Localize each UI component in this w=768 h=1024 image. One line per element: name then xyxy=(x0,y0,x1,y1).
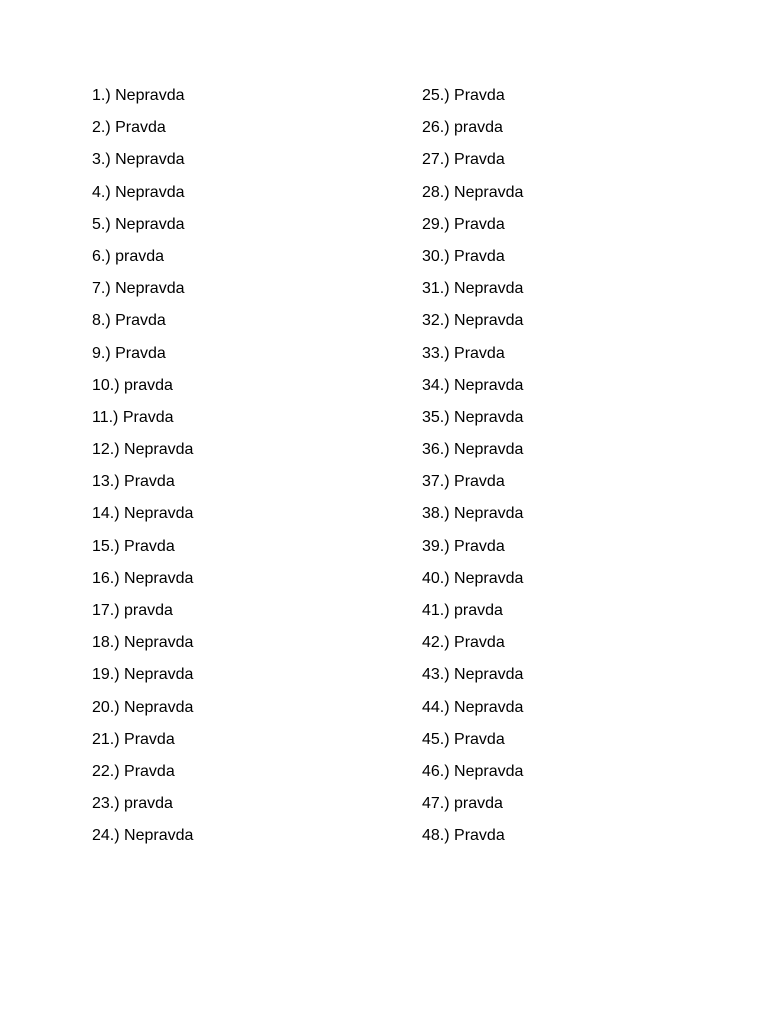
answer-item: 23.) pravda xyxy=(92,795,173,813)
answer-item: 1.) Nepravda xyxy=(92,87,185,104)
answer-item: 19.) Nepravda xyxy=(92,666,194,684)
answer-item: 38.) Nepravda xyxy=(422,505,524,523)
answer-item: 20.) Nepravda xyxy=(92,698,194,716)
answer-item: 9.) Pravda xyxy=(92,344,166,362)
answer-item: 24.) Nepravda xyxy=(92,827,194,845)
answer-item: 44.) Nepravda xyxy=(422,698,524,716)
answer-item: 14.) Nepravda xyxy=(92,505,194,523)
answer-item: 33.) Pravda xyxy=(422,344,505,362)
answer-item: 13.) Pravda xyxy=(92,473,175,491)
answer-item: 5.) Nepravda xyxy=(92,215,185,233)
answer-item: 22.) Pravda xyxy=(92,762,175,780)
answer-item: 16.) Nepravda xyxy=(92,569,194,587)
answer-item: 3.) Nepravda xyxy=(92,151,185,169)
answer-item: 8.) Pravda xyxy=(92,312,166,330)
answer-item: 42.) Pravda xyxy=(422,634,505,652)
answer-item: 26.) pravda xyxy=(422,119,503,137)
answer-item: 35.) Nepravda xyxy=(422,408,524,426)
answer-item: 46.) Nepravda xyxy=(422,762,524,780)
answer-item: 2.) Pravda xyxy=(92,119,166,137)
answer-item: 30.) Pravda xyxy=(422,247,505,265)
answer-item: 21.) Pravda xyxy=(92,730,175,748)
answer-item: 11.) Pravda xyxy=(92,408,174,426)
answer-list-right xyxy=(422,83,722,856)
answer-item: 32.) Nepravda xyxy=(422,312,524,330)
answer-item: 17.) pravda xyxy=(92,602,173,619)
answer-item: 7.) Nepravda xyxy=(92,280,185,298)
answer-item: 6.) pravda xyxy=(92,247,165,265)
answer-item: 47.) pravda xyxy=(422,795,503,813)
answer-item: 37.) Pravda xyxy=(422,473,505,491)
answer-item: 48.) Pravda xyxy=(422,827,505,845)
answer-item: 18.) Nepravda xyxy=(92,634,194,652)
answer-item: 10.) pravda xyxy=(92,376,173,394)
answer-item: 43.) Nepravda xyxy=(422,666,524,684)
answer-item: 39.) Pravda xyxy=(422,537,505,555)
answer-item: 41.) pravda xyxy=(422,602,503,619)
answer-item: 28.) Nepravda xyxy=(422,183,524,201)
answer-item: 34.) Nepravda xyxy=(422,376,524,394)
answer-item: 27.) Pravda xyxy=(422,151,505,169)
answer-item: 12.) Nepravda xyxy=(92,441,194,459)
answer-item: 40.) Nepravda xyxy=(422,569,524,587)
answer-item: 25.) Pravda xyxy=(422,87,505,104)
answer-item: 36.) Nepravda xyxy=(422,441,524,459)
answer-list-left xyxy=(92,83,392,856)
answer-item: 4.) Nepravda xyxy=(92,183,185,201)
answer-item: 31.) Nepravda xyxy=(422,280,524,298)
answer-item: 29.) Pravda xyxy=(422,215,505,233)
answer-item: 15.) Pravda xyxy=(92,537,175,555)
answer-item: 45.) Pravda xyxy=(422,730,505,748)
